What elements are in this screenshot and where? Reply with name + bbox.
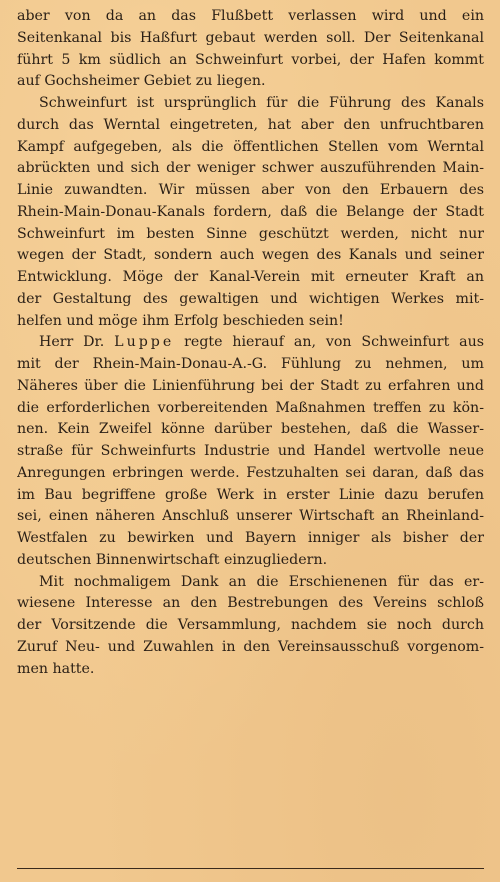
text-line: Seitenkanal bis Haßfurt gebaut werden soll. Der Seitenkanal xyxy=(17,29,484,46)
text-line: Zuruf Neu- und Zuwahlen in den Vereinsausschuß vorgenom- xyxy=(17,638,484,655)
text-line: helfen und möge ihm Erfolg beschieden sein! xyxy=(17,312,344,329)
text-line: wegen der Stadt, sondern auch wegen des Kanals und seiner xyxy=(17,247,484,264)
text-line: Linie zuwandten. Wir müssen aber von den Erbauern des xyxy=(17,182,484,198)
text-line: nen. Kein Zweifel könne darüber bestehen, daß die Wasser- xyxy=(17,421,484,438)
text-line: im Bau begriffene große Werk in erster Linie dazu berufen xyxy=(17,486,484,503)
text-line: die erforderlichen vorbereitenden Maßnahmen treffen zu kön- xyxy=(17,399,484,416)
text-fragment: regte hierauf an, von Schweinfurt aus xyxy=(184,334,484,351)
text-line: men hatte. xyxy=(17,660,95,677)
text-line: durch das Werntal eingetreten, hat aber den unfruchtbaren xyxy=(17,116,484,133)
text-line: Westfalen zu bewirken und Bayern inniger als bisher der xyxy=(17,530,484,546)
text-line: der Vorsitzende die Versammlung, nachdem sie noch durch xyxy=(17,617,484,633)
text-line: Mit nochmaligem Dank an die Erschienenen für das er- xyxy=(39,573,484,590)
text-line: straße für Schweinfurts Industrie und Handel wertvolle neue xyxy=(17,443,484,459)
text-line: Kampf aufgegeben, als die öffentlichen Stellen vom Werntal xyxy=(17,138,484,155)
footer-rule xyxy=(17,868,484,869)
body-text xyxy=(17,6,484,680)
text-line: sei, einen näheren Anschluß unserer Wirtschaft an Rheinland- xyxy=(17,508,484,525)
person-name: Luppe xyxy=(114,334,175,351)
text-line: wiesene Interesse an den Bestrebungen des Vereins schloß xyxy=(17,595,484,612)
text-line: abrückten und sich der weniger schwer auszuführenden Main- xyxy=(17,160,484,177)
text-line: Schweinfurt ist ursprünglich für die Führung des Kanals xyxy=(39,95,484,111)
text-line: Entwicklung. Möge der Kanal-Verein mit erneuter Kraft an xyxy=(17,269,484,285)
text-fragment: Herr Dr. xyxy=(39,334,105,351)
text-line: aber von da an das Flußbett verlassen wird und ein xyxy=(17,8,484,24)
text-line: führt 5 km südlich an Schweinfurt vorbei, der Hafen kommt xyxy=(17,51,484,68)
text-line: Schweinfurt im besten Sinne geschützt werden, nicht nur xyxy=(17,225,484,242)
text-line: Rhein-Main-Donau-Kanals fordern, daß die Belange der Stadt xyxy=(17,203,484,220)
text-line: Näheres über die Linienführung bei der Stadt zu erfahren und xyxy=(17,377,484,394)
text-line: auf Gochsheimer Gebiet zu liegen. xyxy=(17,73,266,90)
text-line: mit der Rhein-Main-Donau-A.-G. Fühlung zu nehmen, um xyxy=(17,356,484,372)
text-line: der Gestaltung des gewaltigen und wichtigen Werkes mit- xyxy=(17,290,484,307)
text-line: Anregungen erbringen werde. Festzuhalten sei daran, daß das xyxy=(17,464,484,481)
text-line xyxy=(17,332,484,354)
text-line: deutschen Binnenwirtschaft einzugliedern. xyxy=(17,551,328,568)
